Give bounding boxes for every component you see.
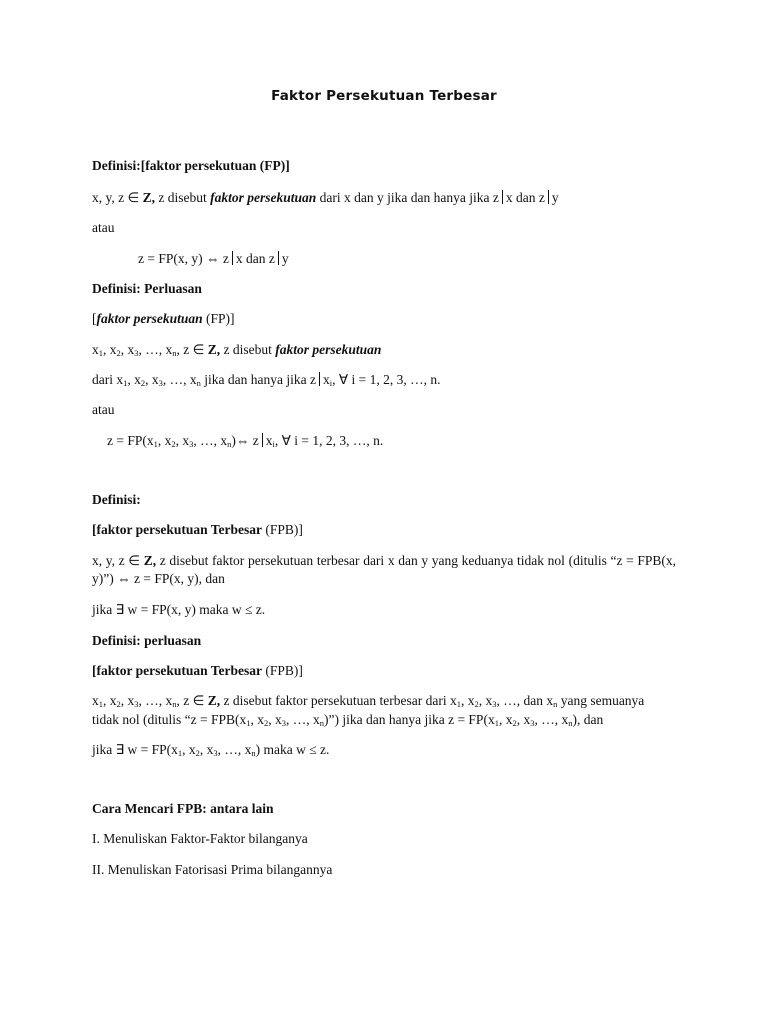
def2-statement-line2: dari $x_1$, $x_2$, $x_3$, …, $x_n$ jika dan hanya jika z $x_i$, ∀ i = 1, 2, 3, …, n. [92,372,441,388]
def4-condition: jika ∃ $w = FP(x_1$, $x_2$, $x_3$, …, $x_n$) maka w ≤ z. [92,742,330,758]
def2-statement-line1: $x_1$, $x_2$, $x_3$, …, $x_n$, z ∈ Z, z disebut faktor persekutuan [92,342,382,358]
cara-item-1: I. Menuliskan Faktor-Faktor bilanganya [92,831,308,846]
divides-bar [262,433,263,447]
def3-heading: Definisi: [92,492,141,507]
divides-bar [278,251,279,265]
def4-statement-line1: $x_1$, $x_2$, $x_3$, …, $x_n$, z ∈ Z, z disebut faktor persekutuan terbesar dari $x_1$, $x_2$, $x_3$, …, dan $x_n$ yang semuanya [92,693,645,709]
def1-atau: atau [92,220,115,235]
def1-statement: x, y, z ∈ Z, z disebut faktor persekutuan dari x dan y jika dan hanya jika z x dan z y [92,190,559,205]
def3-statement: x, y, z ∈ Z, z disebut faktor persekutuan terbesar dari x dan y yang keduanya tidak nol (ditulis “z = FPB(x, y)”) ⇔ z = FP(x, y), dan [92,553,677,586]
def2-formula: $z = FP(x_1$, $x_2$, $x_3$, …, $x_n)\Leftrightarrow$ z $x_i$, ∀ i = 1, 2, 3, …, n. [107,433,384,449]
def3-condition: jika ∃ w = FP(x, y) maka w ≤ z. [92,602,266,617]
def3-subheading: [faktor persekutuan Terbesar (FPB)] [92,522,303,537]
def4-statement-line2: tidak nol (ditulis “$z = FPB(x_1$, $x_2$, $x_3$, …, $x_n$)”) jika dan hanya jika $z = FP(x_1$, $x_2$, $x_3$, …, $x_n$), dan [92,712,604,728]
page-title: Faktor Persekutuan Terbesar [271,88,497,104]
cara-item-2: II. Menuliskan Fatorisasi Prima bilangannya [92,862,333,877]
def4-heading: Definisi: perluasan [92,633,202,648]
divides-bar [502,190,503,204]
cara-heading: Cara Mencari FPB: antara lain [92,801,274,816]
divides-bar [232,251,233,265]
divides-bar [548,190,549,204]
def4-subheading: [faktor persekutuan Terbesar (FPB)] [92,663,303,678]
def1-heading: Definisi:[faktor persekutuan (FP)] [92,158,290,173]
def2-atau: atau [92,402,115,417]
def2-heading: Definisi: Perluasan [92,281,202,296]
divides-bar [319,372,320,386]
def1-formula: z = FP(x, y) ⇔ z x dan z y [138,251,289,266]
def2-subheading: [faktor persekutuan (FP)] [92,311,235,326]
